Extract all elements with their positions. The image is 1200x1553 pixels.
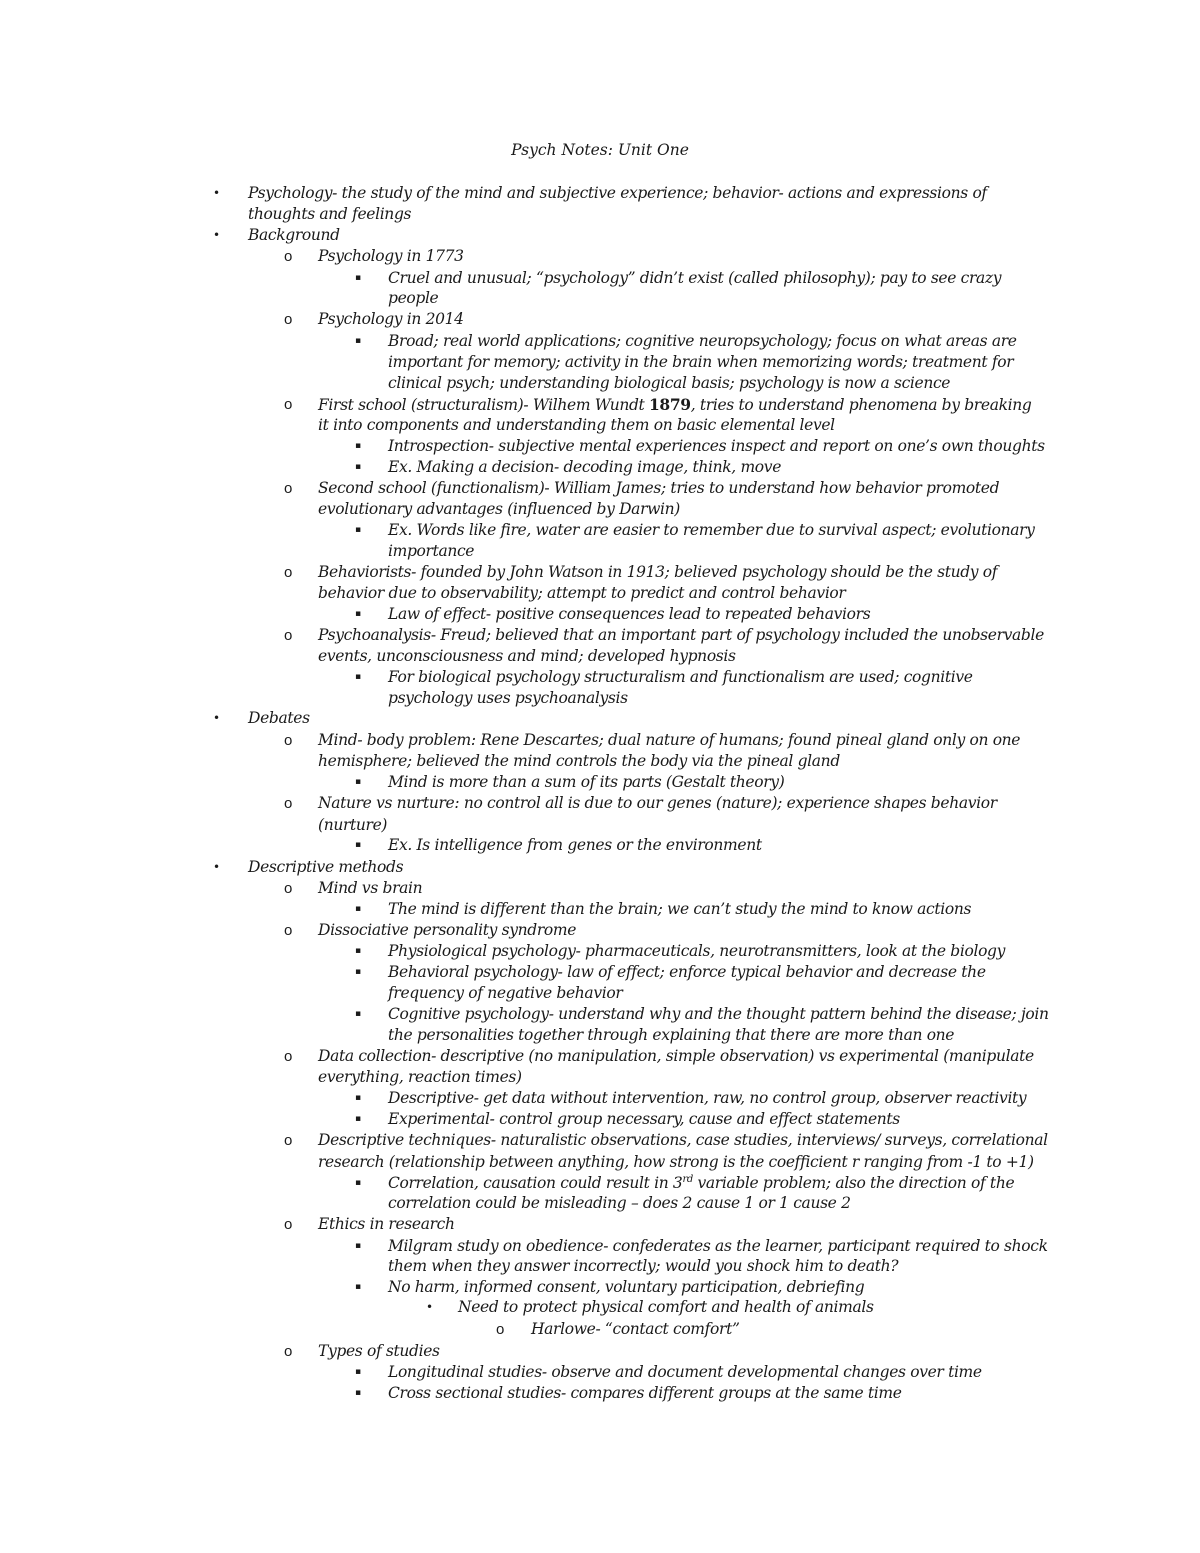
note-line (388, 1236, 1048, 1257)
note-text: Mind is more than a sum of its parts (Gestalt theory) (388, 773, 785, 791)
note-text: Psychology in 2014 (318, 310, 464, 328)
note-line (531, 1319, 740, 1340)
note-line (248, 857, 403, 878)
note-line (318, 1067, 522, 1088)
bullet-square-icon: ▪ (355, 609, 362, 619)
note-text: Physiological psychology- pharmaceuticals, neurotransmitters, look at the biology (388, 942, 1006, 960)
note-text: importance (388, 542, 475, 560)
note-line (458, 1297, 874, 1318)
page-title: Psych Notes: Unit One (511, 141, 689, 159)
note-text: Descriptive methods (248, 858, 404, 876)
bullet-square-icon: ▪ (355, 1114, 362, 1124)
note-text: thoughts and feelings (248, 205, 412, 223)
bullet-square-icon: ▪ (355, 525, 362, 535)
note-text: Harlowe- “contact comfort” (531, 1320, 740, 1338)
note-line (388, 1193, 851, 1214)
note-text: Mind- body problem: Rene Descartes; dual nature of humans; found pineal gland only on one (318, 731, 1021, 749)
note-text: Correlation, causation could result in 3 (388, 1174, 683, 1192)
note-line (248, 204, 411, 225)
note-text: Experimental- control group necessary, cause and effect statements (388, 1110, 900, 1128)
note-text: Longitudinal studies- observe and document developmental changes over time (388, 1363, 982, 1381)
note-line (388, 835, 762, 856)
note-text: correlation could be misleading – does 2 cause 1 or 1 cause 2 (388, 1194, 851, 1212)
note-line (388, 604, 870, 625)
note-line (388, 1362, 982, 1383)
note-line (388, 899, 971, 920)
note-text: Ex. Making a decision- decoding image, think, move (388, 458, 782, 476)
bullet-circle-icon: o (284, 1048, 293, 1065)
note-text: psychology uses psychoanalysis (388, 689, 628, 707)
note-line (318, 1341, 440, 1362)
bullet-dot-icon: • (426, 1300, 434, 1314)
note-text: evolutionary advantages (influenced by Darwin) (318, 500, 680, 518)
note-line (318, 583, 845, 604)
note-line (388, 962, 986, 983)
note-text: people (388, 289, 439, 307)
note-superscript: rd (682, 1173, 693, 1185)
bullet-circle-icon: o (284, 311, 293, 328)
bullet-circle-icon: o (284, 922, 293, 939)
note-line (318, 309, 464, 330)
note-line (388, 331, 1017, 352)
bullet-circle-icon: o (284, 880, 293, 897)
note-text: hemisphere; believed the mind controls the body via the pineal gland (318, 752, 840, 770)
note-text: research (relationship between anything, how strong is the coefficient r ranging from -1 to +1) (318, 1153, 1034, 1171)
note-line (318, 1130, 1048, 1151)
note-text: Data collection- descriptive (no manipulation, simple observation) vs experimental (manipulate (318, 1047, 1034, 1065)
bullet-square-icon: ▪ (355, 840, 362, 850)
note-line (318, 793, 997, 814)
note-line (318, 478, 999, 499)
note-line (388, 1277, 864, 1298)
note-text: everything, reaction times) (318, 1068, 522, 1086)
note-text: Dissociative personality syndrome (318, 921, 577, 939)
note-text: No harm, informed consent, voluntary participation, debriefing (388, 1278, 865, 1296)
note-text: variable problem; also the direction of the (692, 1174, 1015, 1192)
bullet-square-icon: ▪ (355, 1388, 362, 1398)
bullet-square-icon: ▪ (355, 1093, 362, 1103)
note-line (248, 183, 987, 204)
note-line (388, 688, 628, 709)
bullet-circle-icon: o (284, 795, 293, 812)
bullet-circle-icon: o (284, 627, 293, 644)
bullet-circle-icon: o (284, 480, 293, 497)
note-text: Introspection- subjective mental experiences inspect and report on one’s own thoughts (388, 437, 1045, 455)
bullet-dot-icon: • (213, 860, 221, 874)
note-line (318, 751, 840, 772)
note-line (388, 1256, 898, 1277)
note-line (318, 499, 680, 520)
note-text: behavior due to observability; attempt to predict and control behavior (318, 584, 846, 602)
note-text: them when they answer incorrectly; would you shock him to death? (388, 1257, 899, 1275)
note-line (388, 352, 1013, 373)
note-line (388, 667, 973, 688)
note-text: (nurture) (318, 816, 388, 834)
note-line (388, 373, 950, 394)
bullet-square-icon: ▪ (355, 672, 362, 682)
note-text: Behaviorists- founded by John Watson in 1913; believed psychology should be the study of (318, 563, 998, 581)
note-text: Debates (248, 709, 310, 727)
note-line (318, 646, 736, 667)
bullet-circle-icon: o (284, 1343, 293, 1360)
note-text: First school (structuralism)- Wilhem Wundt (318, 396, 649, 414)
note-text: Cognitive psychology- understand why and the thought pattern behind the disease; join (388, 1005, 1049, 1023)
note-line (318, 1152, 1034, 1173)
note-text: Cross sectional studies- compares different groups at the same time (388, 1384, 902, 1402)
note-text: Nature vs nurture: no control all is due to our genes (nature); experience shapes behavior (318, 794, 997, 812)
note-line (388, 1025, 954, 1046)
note-text: clinical psych; understanding biological basis; psychology is now a science (388, 374, 951, 392)
note-text: Second school (functionalism)- William James; tries to understand how behavior promoted (318, 479, 1000, 497)
bullet-circle-icon: o (284, 1132, 293, 1149)
note-line (388, 541, 474, 562)
bullet-circle-icon: o (284, 732, 293, 749)
note-text: important for memory; activity in the brain when memorizing words; treatment for (388, 353, 1014, 371)
bullet-circle-icon: o (496, 1321, 505, 1338)
note-text: Broad; real world applications; cognitive neuropsychology; focus on what areas are (388, 332, 1017, 350)
note-line (318, 562, 997, 583)
bullet-square-icon: ▪ (355, 273, 362, 283)
note-text: Psychology in 1773 (318, 247, 464, 265)
bullet-circle-icon: o (284, 564, 293, 581)
note-text: Background (248, 226, 340, 244)
bullet-dot-icon: • (213, 228, 221, 242)
note-text: events, unconsciousness and mind; developed hypnosis (318, 647, 736, 665)
note-text: Ethics in research (318, 1215, 455, 1233)
note-line (248, 225, 340, 246)
bullet-square-icon: ▪ (355, 1282, 362, 1292)
bullet-square-icon: ▪ (355, 777, 362, 787)
note-text: it into components and understanding them on basic elemental level (318, 416, 835, 434)
note-text: Ex. Is intelligence from genes or the environment (388, 836, 762, 854)
note-text: Law of effect- positive consequences lead to repeated behaviors (388, 605, 871, 623)
note-line (318, 815, 387, 836)
bullet-dot-icon: • (213, 186, 221, 200)
note-text: the personalities together through explaining that there are more than one (388, 1026, 955, 1044)
note-line (388, 1088, 1026, 1109)
note-text: Psychoanalysis- Freud; believed that an important part of psychology included the unobservable (318, 626, 1044, 644)
note-line (318, 1046, 1034, 1067)
note-text: The mind is different than the brain; we can’t study the mind to know actions (388, 900, 972, 918)
note-line (388, 288, 438, 309)
note-line (318, 246, 464, 267)
bullet-square-icon: ▪ (355, 967, 362, 977)
bullet-square-icon: ▪ (355, 1009, 362, 1019)
note-line (388, 520, 1035, 541)
note-line (388, 772, 784, 793)
bullet-square-icon: ▪ (355, 441, 362, 451)
note-line (388, 1109, 900, 1130)
note-line (318, 878, 422, 899)
note-line (388, 436, 1045, 457)
bullet-square-icon: ▪ (355, 1367, 362, 1377)
note-line (318, 625, 1044, 646)
bullet-square-icon: ▪ (355, 904, 362, 914)
note-text: frequency of negative behavior (388, 984, 623, 1002)
note-text: Need to protect physical comfort and health of animals (458, 1298, 874, 1316)
bullet-circle-icon: o (284, 248, 293, 265)
bullet-square-icon: ▪ (355, 1178, 362, 1188)
note-line (388, 941, 1005, 962)
note-text: Descriptive- get data without intervention, raw, no control group, observer reactivity (388, 1089, 1027, 1107)
note-line (248, 708, 310, 729)
note-line (318, 730, 1020, 751)
note-bold-text: 1879 (649, 395, 691, 414)
bullet-dot-icon: • (213, 711, 221, 725)
note-line (318, 415, 835, 436)
bullet-square-icon: ▪ (355, 462, 362, 472)
bullet-circle-icon: o (284, 396, 293, 413)
note-line (388, 1383, 902, 1404)
note-text: Behavioral psychology- law of effect; enforce typical behavior and decrease the (388, 963, 986, 981)
bullet-square-icon: ▪ (355, 336, 362, 346)
bullet-square-icon: ▪ (355, 946, 362, 956)
note-text: Types of studies (318, 1342, 440, 1360)
note-text: Psychology- the study of the mind and subjective experience; behavior- actions and expressions of (248, 184, 987, 202)
note-line (388, 983, 622, 1004)
note-line (388, 268, 1001, 289)
note-text: , tries to understand phenomena by breaking (690, 396, 1032, 414)
note-text: For biological psychology structuralism and functionalism are used; cognitive (388, 668, 973, 686)
note-text: Descriptive techniques- naturalistic observations, case studies, interviews/ surveys, correlational (318, 1131, 1048, 1149)
bullet-circle-icon: o (284, 1216, 293, 1233)
note-text: Milgram study on obedience- confederates as the learner, participant required to shock (388, 1237, 1048, 1255)
note-line (318, 394, 1031, 416)
note-line (318, 920, 576, 941)
note-text: Ex. Words like fire, water are easier to remember due to survival aspect; evolutionary (388, 521, 1035, 539)
note-line (318, 1214, 455, 1235)
note-line (388, 457, 781, 478)
note-text: Cruel and unusual; “psychology” didn’t exist (called philosophy); pay to see crazy (388, 269, 1002, 287)
note-text: Mind vs brain (318, 879, 423, 897)
note-line (388, 1004, 1049, 1025)
bullet-square-icon: ▪ (355, 1241, 362, 1251)
note-line (388, 1173, 1014, 1194)
